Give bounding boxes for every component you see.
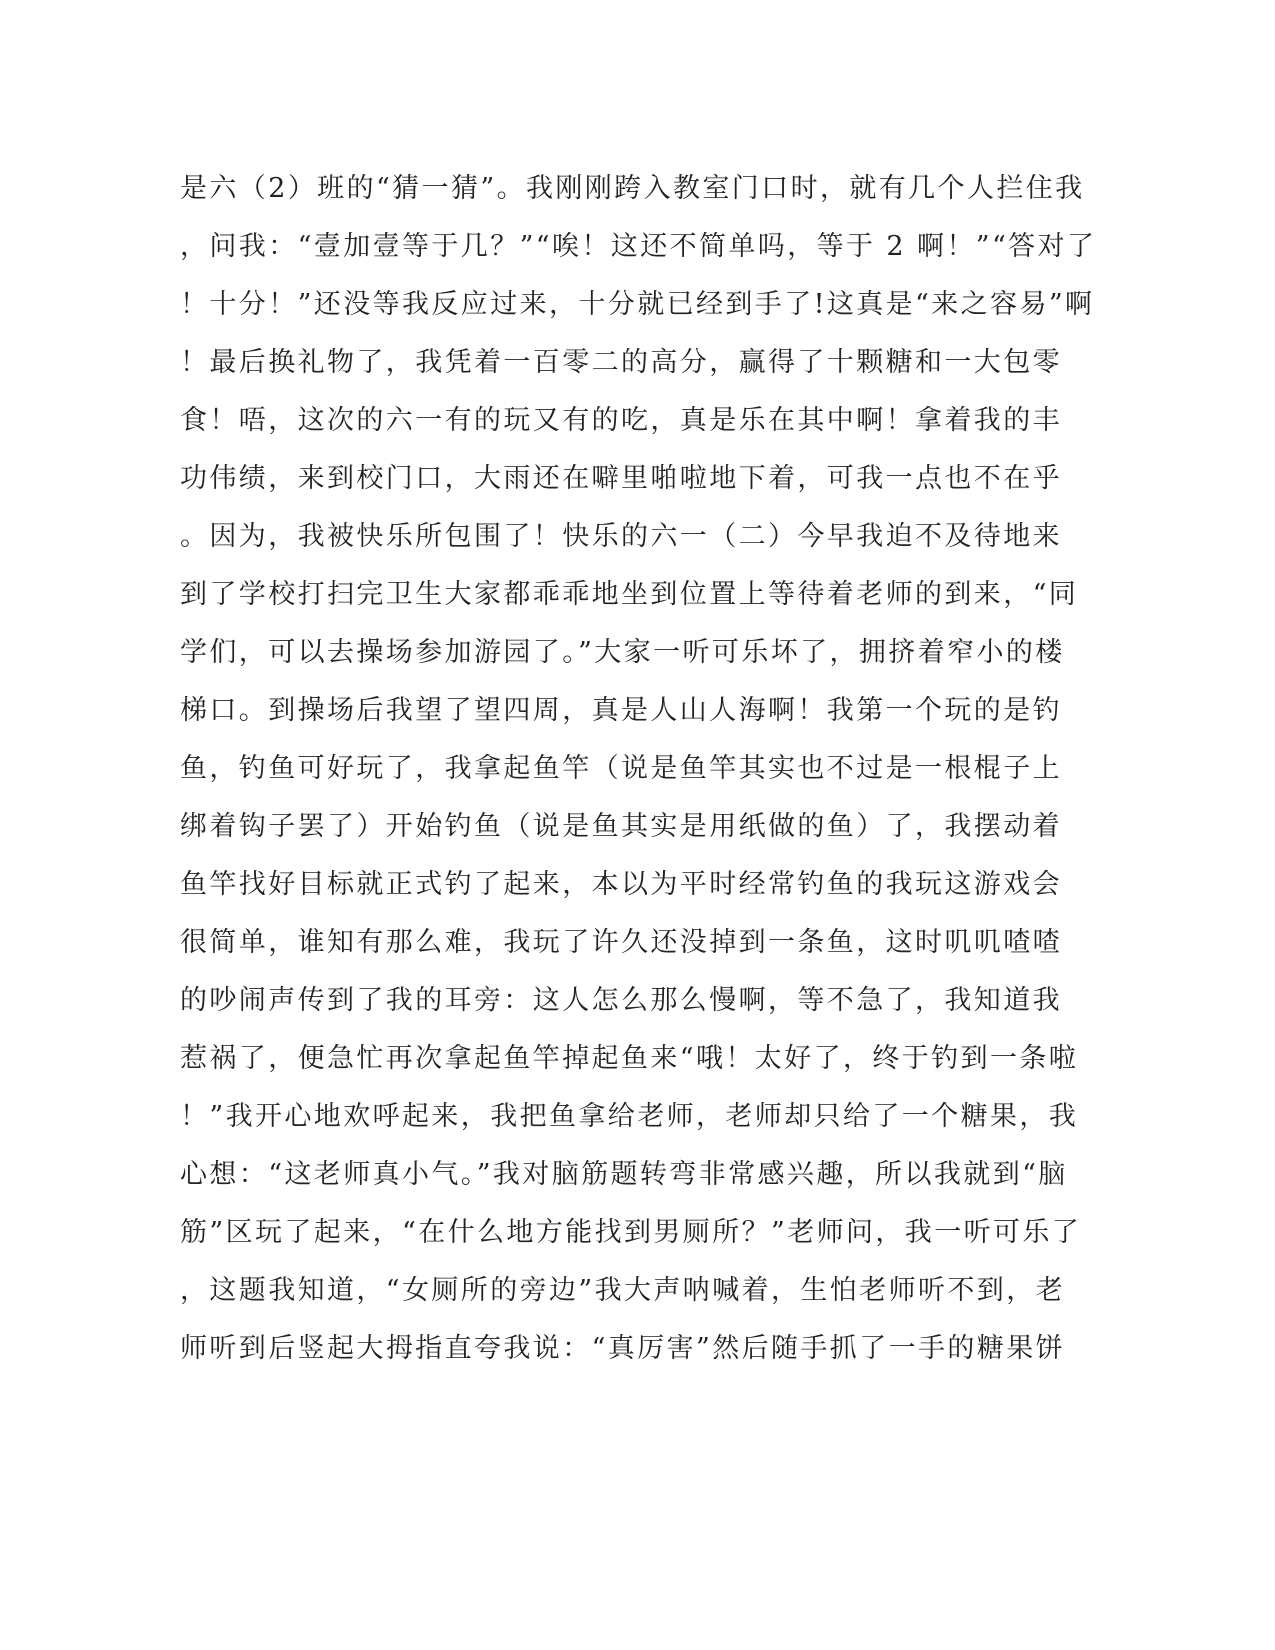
text-line: 鱼竿找好目标就正式钓了起来，本以为平时经常钓鱼的我玩这游戏会 [180, 869, 1062, 900]
text-line: 很简单，谁知有那么难，我玩了许久还没掉到一条鱼，这时叽叽喳喳 [180, 927, 1062, 958]
text-line: ，问我：“壹加壹等于几？”“唉！这还不简单吗，等于 2 啊！”“答对了 [180, 231, 1097, 262]
text-line: 是六（2）班的“猜一猜”。我刚刚跨入教室门口时，就有几个人拦住我 [180, 173, 1085, 204]
text-line: 惹祸了，便急忙再次拿起鱼竿掉起鱼来“哦！太好了，终于钓到一条啦 [180, 1043, 1079, 1074]
text-line: 师听到后竖起大拇指直夸我说：“真厉害”然后随手抓了一手的糖果饼 [180, 1333, 1066, 1364]
text-line: 学们，可以去操场参加游园了。”大家一听可乐坏了，拥挤着窄小的楼 [180, 637, 1065, 668]
text-line: 功伟绩，来到校门口，大雨还在噼里啪啦地下着，可我一点也不在乎 [180, 463, 1062, 494]
text-line: 筋”区玩了起来，“在什么地方能找到男厕所？”老师问，我一听可乐了 [180, 1217, 1082, 1248]
text-line: ！十分！”还没等我反应过来，十分就已经到手了!这真是“来之容易”啊 [180, 289, 1095, 320]
text-line: 到了学校打扫完卫生大家都乖乖地坐到位置上等待着老师的到来，“同 [180, 579, 1079, 610]
text-line: ！”我开心地欢呼起来，我把鱼拿给老师，老师却只给了一个糖果，我 [180, 1101, 1079, 1132]
text-line: 梯口。到操场后我望了望四周，真是人山人海啊！我第一个玩的是钓 [180, 695, 1062, 726]
text-line: 绑着钩子罢了）开始钓鱼（说是鱼其实是用纸做的鱼）了，我摆动着 [180, 811, 1062, 842]
text-line: 鱼，钓鱼可好玩了，我拿起鱼竿（说是鱼竿其实也不过是一根棍子上 [180, 753, 1062, 784]
text-line: ！最后换礼物了，我凭着一百零二的高分，赢得了十颗糖和一大包零 [180, 347, 1062, 378]
text-line: 。因为，我被快乐所包围了！快乐的六一（二）今早我迫不及待地来 [180, 521, 1062, 552]
text-line: 的吵闹声传到了我的耳旁：这人怎么那么慢啊，等不急了，我知道我 [180, 985, 1062, 1016]
text-line: ，这题我知道，“女厕所的旁边”我大声呐喊着，生怕老师听不到，老 [180, 1275, 1066, 1306]
text-line: 心想：“这老师真小气。”我对脑筋题转弯非常感兴趣，所以我就到“脑 [180, 1159, 1068, 1190]
body-text [180, 160, 1097, 1378]
text-line: 食！唔，这次的六一有的玩又有的吃，真是乐在其中啊！拿着我的丰 [180, 405, 1062, 436]
